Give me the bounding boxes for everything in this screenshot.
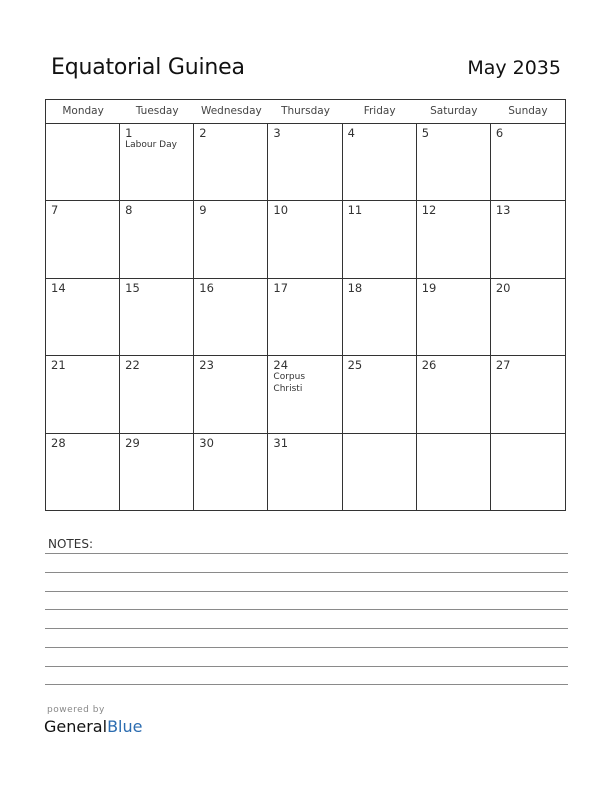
day-cell	[343, 356, 417, 433]
day-number: 6	[495, 126, 504, 140]
day-cell	[343, 124, 417, 201]
day-cell	[417, 201, 491, 278]
note-line	[45, 553, 568, 554]
day-cell	[194, 434, 268, 511]
day-cell	[120, 279, 194, 356]
day-cell	[46, 356, 120, 433]
weekday-header-wednesday: Wednesday	[200, 105, 262, 117]
day-number: 9	[199, 203, 207, 218]
day-cell	[491, 434, 565, 511]
weekday-header-sunday: Sunday	[508, 105, 548, 117]
day-number: 2	[199, 126, 207, 140]
day-number: 27	[495, 358, 511, 373]
day-cell	[268, 356, 342, 433]
day-cell	[268, 201, 342, 278]
day-cell	[417, 124, 491, 201]
holiday-label: Labour Day	[125, 140, 177, 150]
day-number: 8	[125, 203, 133, 218]
day-number: 3	[273, 126, 281, 140]
day-number: 5	[421, 126, 430, 140]
day-cell	[343, 201, 417, 278]
day-cell	[491, 124, 565, 201]
day-number: 18	[347, 280, 363, 295]
day-cell	[417, 279, 491, 356]
day-cell	[194, 356, 268, 433]
note-line	[45, 628, 568, 629]
day-cell	[343, 279, 417, 356]
weekday-header-friday: Friday	[363, 105, 396, 117]
day-number: 21	[51, 358, 66, 373]
day-number: 22	[125, 358, 140, 373]
weekday-header-tuesday: Tuesday	[135, 105, 179, 117]
day-cell	[343, 434, 417, 511]
day-number: 11	[347, 203, 363, 218]
day-number: 4	[347, 126, 355, 140]
weekday-header-saturday: Saturday	[430, 105, 478, 117]
day-number: 16	[199, 280, 214, 295]
day-number: 20	[495, 280, 511, 295]
day-number: 24	[273, 358, 289, 373]
day-number: 12	[421, 203, 437, 218]
note-line	[45, 609, 568, 610]
day-number: 19	[421, 280, 437, 295]
day-cell	[417, 434, 491, 511]
day-number: 25	[347, 358, 363, 373]
day-number: 23	[199, 358, 214, 373]
brand-logo	[44, 717, 142, 736]
day-cell	[194, 279, 268, 356]
day-cell	[46, 279, 120, 356]
calendar-body	[46, 124, 565, 511]
calendar-title: Equatorial Guinea	[51, 55, 245, 80]
weekday-header-monday: Monday	[62, 105, 104, 117]
day-number: 26	[421, 358, 437, 373]
brand-logo-general: General	[44, 717, 108, 736]
day-cell	[417, 356, 491, 433]
powered-by-text: powered by	[47, 705, 105, 715]
day-number: 28	[51, 435, 66, 450]
calendar-grid	[45, 99, 566, 511]
weekday-header-row	[46, 100, 565, 124]
day-number: 15	[125, 280, 140, 295]
holiday-label: Corpus Christi	[273, 372, 306, 394]
day-number: 10	[273, 203, 289, 218]
note-line	[45, 666, 568, 667]
day-number: 30	[199, 435, 214, 450]
day-cell	[268, 279, 342, 356]
day-cell	[491, 201, 565, 278]
day-number: 1	[125, 126, 133, 140]
day-cell	[46, 201, 120, 278]
day-cell	[268, 434, 342, 511]
weekday-header-thursday: Thursday	[281, 105, 330, 117]
month-year-label: May 2035	[467, 57, 561, 79]
note-line	[45, 572, 568, 573]
day-cell	[268, 124, 342, 201]
brand-logo-blue: Blue	[107, 717, 143, 736]
day-cell	[194, 124, 268, 201]
note-line	[45, 591, 568, 592]
day-cell	[120, 124, 194, 201]
day-cell	[120, 201, 194, 278]
day-cell	[46, 434, 120, 511]
day-cell	[491, 356, 565, 433]
day-number: 13	[495, 203, 511, 218]
day-number: 29	[125, 435, 140, 450]
day-cell	[120, 356, 194, 433]
day-number: 14	[51, 280, 66, 295]
day-number: 31	[273, 435, 289, 450]
day-number: 17	[273, 280, 289, 295]
day-cell	[491, 279, 565, 356]
day-cell	[46, 124, 120, 201]
day-cell	[120, 434, 194, 511]
notes-label: NOTES:	[48, 537, 93, 551]
note-line	[45, 647, 568, 648]
day-cell	[194, 201, 268, 278]
day-number: 7	[51, 203, 59, 218]
note-line	[45, 684, 568, 685]
